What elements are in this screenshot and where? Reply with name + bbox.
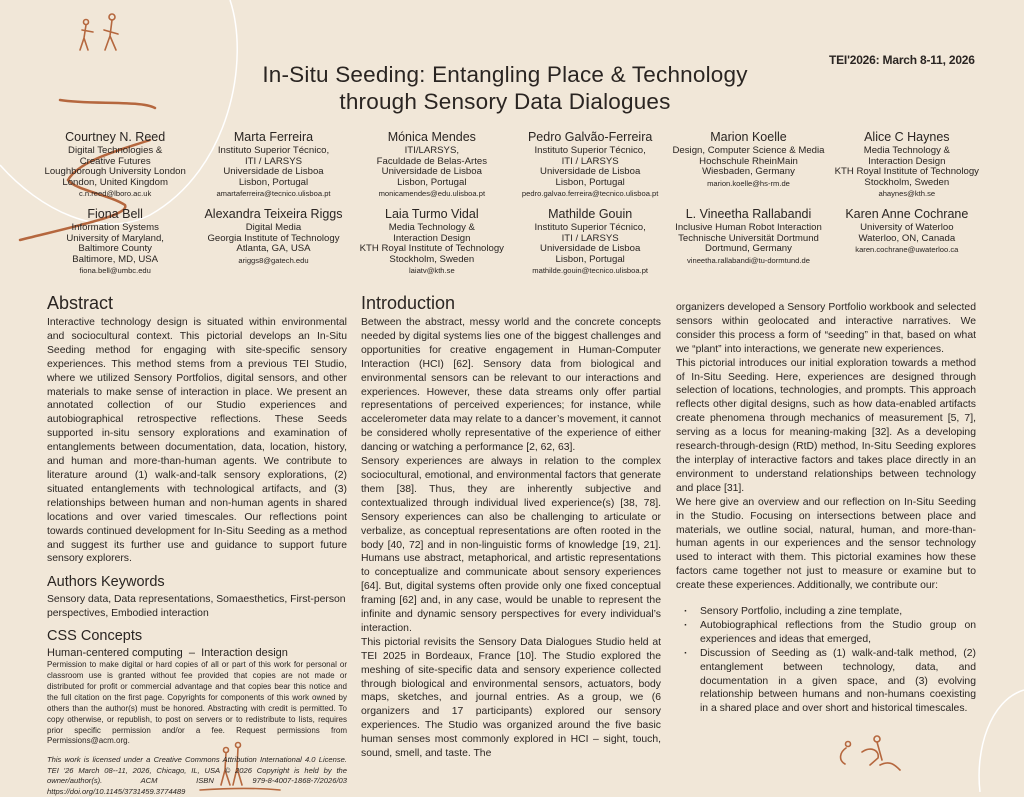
author-affiliation: Digital Media: [245, 222, 302, 233]
author-affiliation: Universidade de Lisboa: [381, 166, 482, 177]
author-affiliation: Interaction Design: [868, 155, 946, 167]
title-line-2: through Sensory Data Dialogues: [339, 89, 671, 114]
author-affiliation: ITI / LARSYS: [561, 232, 619, 244]
author-name: Courtney N. Reed: [65, 130, 166, 144]
author-list: [36, 129, 986, 277]
author-affiliation: Georgia Institute of Technology: [207, 232, 340, 244]
author-email[interactable]: ahaynes@kth.se: [878, 189, 936, 198]
ccs-heading: CSS Concepts: [47, 628, 143, 645]
intro-paragraph: We here give an overview and our reflection on In-Situ Seeding in the Studio. Focusing on intersections between place and materials, we outline social, natural, human, and more-than-human agents in our experiences and the sensor technology used to interact with them. This pictorial examines how these factors came together not just to measure or examine but to create these experiences. Additionally, we contribute our:: [676, 496, 976, 592]
author-affiliation: Loughborough University London: [44, 166, 186, 177]
author-affiliation: Lisbon, Portugal: [555, 176, 625, 188]
abstract-heading: Abstract: [47, 293, 114, 313]
author-affiliation: Stockholm, Sweden: [389, 253, 475, 265]
author-block: [194, 129, 352, 200]
author-affiliation: Creative Futures: [79, 155, 151, 167]
license-notice: This work is licensed under a Creative Commons Attribution International 4.0 License. TEI '26 March 08--11, 2026, Chicago, IL, USA © 2026 Copyright is held by the owner/author(s). ACM ISBN 979-8-4007-1868-7/2026/03 https://doi.org/10.1145/3731459.3774489: [47, 755, 347, 796]
author-block: [669, 129, 827, 200]
author-affiliation: Universidade de Lisboa: [540, 166, 641, 177]
author-block: [36, 129, 194, 200]
author-affiliation: Information Systems: [71, 222, 159, 233]
author-block: [194, 206, 352, 277]
right-column: [676, 301, 976, 716]
author-affiliation: ITI/LARSYS,: [404, 145, 460, 156]
author-email[interactable]: mathilde.gouin@tecnico.ulisboa.pt: [532, 266, 649, 275]
author-affiliation: Wiesbaden, Germany: [702, 166, 795, 177]
white-corner-curve-decoration: [979, 690, 1024, 792]
keywords-heading: Authors Keywords: [47, 574, 165, 591]
author-name: Fiona Bell: [87, 207, 143, 221]
author-affiliation: Hochschule RheinMain: [699, 155, 798, 167]
author-affiliation: Technische Universität Dortmund: [678, 232, 819, 244]
author-affiliation: Lisbon, Portugal: [238, 176, 309, 188]
author-block: [353, 129, 511, 200]
people-sketch-icon: [80, 14, 118, 50]
author-email[interactable]: fiona.bell@umbc.edu: [79, 266, 151, 275]
author-affiliation: ITI / LARSYS: [244, 155, 303, 167]
author-affiliation: Instituto Superior Técnico,: [217, 145, 330, 156]
author-email[interactable]: c.n.reed@lboro.ac.uk: [79, 189, 152, 198]
introduction-heading: Introduction: [361, 293, 456, 313]
author-email[interactable]: vineetha.rallabandi@tu-dormtund.de: [687, 255, 810, 265]
author-affiliation: London, United Kingdom: [62, 176, 168, 188]
permission-notice: Permission to make digital or hard copies of all or part of this work for personal or classroom use is granted without fee provided that copies are not made or distributed for profit or commercial advantage and that copies bear this notice and the full citation on the first page. Copyrights for components of this work owned by others than the author(s) must be honored. Abstracting with credit is permitted. To copy otherwise, or republish, to post on servers or to redistribute to lists, requires prior specific permission and/or a fee. Request permissions from Permissions@acm.org.: [47, 660, 347, 746]
crouching-person-sketch-icon: [841, 736, 900, 770]
author-block: [511, 206, 669, 277]
author-block: [669, 206, 827, 277]
author-block: [353, 206, 511, 277]
author-affiliation: Stockholm, Sweden: [864, 176, 950, 188]
author-affiliation: Media Technology &: [863, 145, 950, 156]
author-affiliation: Lisbon, Portugal: [397, 176, 467, 188]
ccs-text: Human-centered computing – Interaction design: [47, 647, 288, 660]
author-affiliation: Media Technology &: [388, 222, 475, 233]
author-affiliation: University of Waterloo: [860, 222, 954, 233]
intro-paragraph: This pictorial revisits the Sensory Data Dialogues Studio held at TEI 2025 in Bordeaux, France [10]. The Studio explored the meshing of site-specific data and sensory experience collected through biological and environmental sensors, actuators, body maps, sketches, and journal entries. As a group, we (6 organizers and 17 participants) explored our sensory experiences. The Studio was organized around the five basic human senses most commonly explored in HCI – sight, touch, sound, smell, and taste. The: [361, 636, 661, 760]
author-name: Laia Turmo Vidal: [385, 207, 479, 221]
author-affiliation: Instituto Superior Técnico,: [534, 222, 646, 233]
author-affiliation: Instituto Superior Técnico,: [534, 145, 646, 156]
author-name: Marta Ferreira: [233, 130, 314, 144]
contribution-item: · Discussion of Seeding as (1) walk-and-talk method, (2) entanglement between technology, data, and documentation in a given space, and (3) evolving relationship between humans and non-humans coexisting in a shared place and over short and historical timescales.: [700, 647, 976, 717]
author-name: Marion Koelle: [710, 130, 787, 144]
author-affiliation: Baltimore, MD, USA: [72, 253, 159, 265]
author-affiliation: KTH Royal Institute of Technology: [359, 243, 504, 254]
author-email[interactable]: laiatv@kth.se: [408, 266, 455, 275]
contribution-item: · Autobiographical reflections from the Studio group on experiences and ideas that emerged,: [700, 619, 976, 647]
conference-label: TEI'2026: March 8-11, 2026: [829, 53, 975, 67]
author-affiliation: Interaction Design: [393, 232, 471, 244]
intro-paragraph: This pictorial introduces our initial exploration towards a method of In-Situ Seeding. Here, experiences are designed through selection of locations, technologies, and prompts. This approach reflects other digital designs, such as how data-enabled artifacts create phenomena through mechanics of measurement [5, 7], serving as a locus for meaning-making [32]. As a developing research-through-design (RtD) method, In-Situ Seeding explores the interplay of interactive factors and takes place directly in an environment to understand relationships between technology and place [31].: [676, 357, 976, 494]
author-affiliation: Baltimore County: [78, 243, 152, 254]
author-name: Pedro Galvão-Ferreira: [527, 130, 653, 144]
author-block: [511, 129, 669, 200]
author-affiliation: Dortmund, Germany: [705, 243, 792, 254]
author-name: Mónica Mendes: [387, 130, 476, 144]
author-affiliation: Atlanta, GA, USA: [236, 243, 311, 254]
intro-paragraph: Sensory experiences are always in relation to the complex sociocultural, emotional, and environmental factors that generate them [38]. Thus, they are inherently subjective and contextualized through individual lived experience(s) [38, 78]. Sensory experiences can also be challenging to articulate or verbalize, as conceptual representations are often rooted in the body [40, 72] and in non-linguistic forms of knowledge [19, 21]. Humans use abstract, metaphorical, and artistic representations to conceptualize and communicate about sensory experiences [64]. But, digital systems often provide only one fixed conceptual framing [62] and, in any case, would be unable to represent the infinite and dynamic sensory perspectives for every individual’s interaction.: [361, 456, 661, 634]
author-name: L. Vineetha Rallabandi: [685, 207, 812, 221]
author-block: [828, 206, 986, 277]
author-email[interactable]: marion.koelle@hs-rm.de: [707, 178, 790, 188]
author-name: Alice C Haynes: [864, 130, 950, 144]
author-affiliation: Lisbon, Portugal: [555, 253, 625, 265]
title-line-1: In-Situ Seeding: Entangling Place & Technology: [262, 62, 748, 87]
author-affiliation: KTH Royal Institute of Technology: [834, 166, 979, 177]
author-affiliation: Digital Technologies &: [68, 145, 163, 156]
abstract-text: Interactive technology design is situated within environmental and sociocultural context. This pictorial develops an In-Situ Seeding method for engaging with site-specific sensory experiences. This method stems from a previous TEI Studio, where we utilized Sensory Portfolios, digital sensors, and other materials to make sense of interaction in place. We present an annotated collection of our Studio experiences and autobiographical retrospective reflections. These Seeds supported in-situ sensory explorations and examination of entanglements between documentation, data, location, history, and human and more-than-human agents. We contribute to literature around (1) walk-and-talk sensory explorations, (2) situated entanglements with technological artifacts, and (3) relationships between human and non-human agents in shared locations and over varied timescales. Our reflections point towards continued development for In-Situ Seeding as a method and suggest its further use and guidance to support future sensory explorers.: [47, 317, 347, 565]
author-block: [828, 129, 986, 200]
author-affiliation: Universidade de Lisboa: [540, 243, 641, 254]
author-affiliation: Inclusive Human Robot Interaction: [675, 222, 822, 233]
paper-title: [200, 61, 810, 115]
author-email[interactable]: karen.cochrane@uwaterloo.ca: [855, 245, 959, 254]
author-name: Alexandra Teixeira Riggs: [204, 207, 343, 221]
intro-paragraph: Between the abstract, messy world and the concrete concepts needed by digital systems lies one of the biggest challenges and opportunities for creative engagement in Human-Computer Interaction (HCI) [62]. Sensory data from biological and environmental sensors can be relevant to our interactions and experiences. However, these data streams only offer partial representations of perceived experiences; for instance, while accelerometer data may relate to a dancer’s movement, it cannot be considered wholly representative of the experience of either dancing or watching a performance [2, 62, 63].: [361, 317, 661, 454]
author-affiliation: Waterloo, ON, Canada: [858, 232, 956, 244]
author-email[interactable]: amartaferreira@tecnico.ulisboa.pt: [216, 189, 331, 198]
author-affiliation: Universidade de Lisboa: [223, 166, 324, 177]
author-affiliation: Design, Computer Science & Media: [672, 145, 825, 156]
keywords-text: Sensory data, Data representations, Somaesthetics, First-person perspectives, Embodied interaction: [47, 594, 346, 620]
author-email[interactable]: ariggs8@gatech.edu: [238, 255, 309, 265]
author-affiliation: University of Maryland,: [66, 232, 164, 244]
contribution-list: [676, 605, 976, 716]
author-block: [36, 206, 194, 277]
author-affiliation: ITI / LARSYS: [561, 155, 619, 167]
author-affiliation: Faculdade de Belas-Artes: [376, 155, 488, 167]
left-column: [47, 292, 347, 797]
contribution-item: · Sensory Portfolio, including a zine template,: [700, 605, 976, 619]
author-name: Karen Anne Cochrane: [845, 207, 969, 221]
author-email[interactable]: pedro.galvao.ferreira@tecnico.ulisboa.pt: [521, 189, 659, 198]
intro-paragraph: organizers developed a Sensory Portfolio workbook and selected sensors within geolocated and interactive narratives. We consider this process a form of “seeding” in that, based on what we “plant” into interactions, we generate new experiences.: [676, 302, 976, 355]
author-name: Mathilde Gouin: [548, 207, 633, 221]
middle-column: [361, 292, 661, 761]
author-email[interactable]: monicamendes@edu.ulisboa.pt: [378, 189, 486, 198]
